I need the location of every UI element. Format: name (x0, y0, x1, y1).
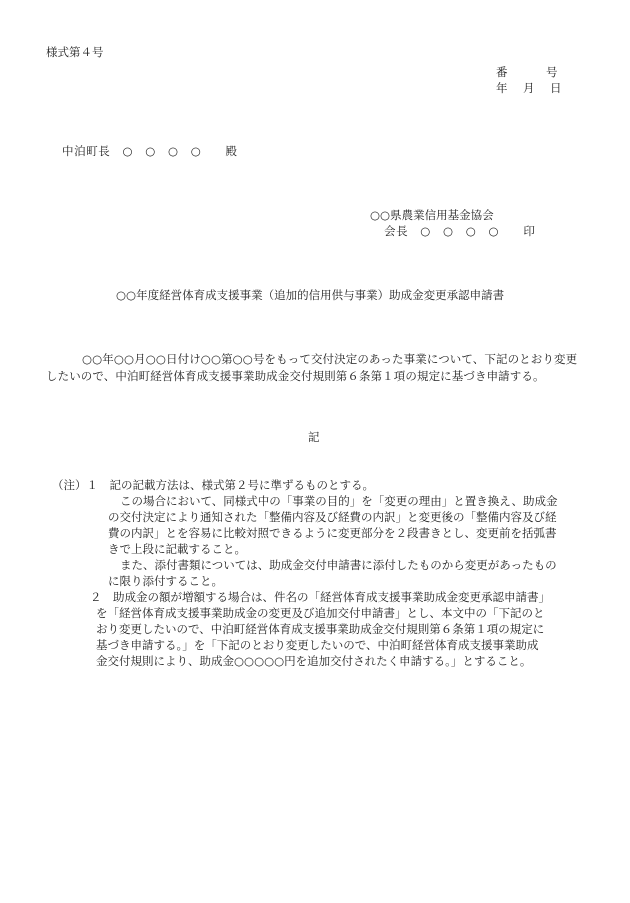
body-paragraph: ○○年○○月○○日付け○○第○○号をもって交付決定のあった事業について、下記のとおり変更したいので、中泊町経営体育成支援事業助成金交付規則第６条第１項の規定に基づき申請する。 (46, 352, 578, 383)
form-number: 様式第４号 (46, 45, 104, 59)
note-line: 金交付規則により、助成金○○○○○円を追加交付されたく申請する。」とすること。 (96, 654, 532, 668)
reference-number-label: 番 号 (496, 65, 559, 79)
note-line: きで上段に記載すること。 (108, 542, 246, 556)
note-line: を「経営体育成支援事業助成金の変更及び追加交付申請書」とし、本文中の「下記のと (96, 606, 545, 620)
addressee: 中泊町長 ○ ○ ○ ○ 殿 (62, 144, 238, 158)
note-line: この場合において、同様式中の「事業の目的」を「変更の理由」と置き換え、助成金 (120, 494, 558, 508)
sender-organization: ○○県農業信用基金協会 (370, 208, 494, 222)
document-title: ○○年度経営体育成支援事業（追加的信用供与事業）助成金変更承認申請書 (116, 288, 505, 302)
ki-heading: 記 (308, 430, 320, 444)
note-line: また、添付書類については、助成金交付申請書に添付したものから変更があったもの (120, 558, 557, 572)
note-line: （注）１ 記の記載方法は、様式第２号に準ずるものとする。 (52, 478, 374, 492)
date-label: 年 月 日 (496, 81, 564, 95)
sender-name: 会長 ○ ○ ○ ○ 印 (384, 224, 536, 238)
note-line: ２ 助成金の額が増額する場合は、件名の「経営体育成支援事業助成金変更承認申請書」 (90, 590, 550, 604)
note-line: 基づき申請する。」を「下記のとおり変更したいので、中泊町経営体育成支援事業助成 (96, 638, 539, 652)
note-line: おり変更したいので、中泊町経営体育成支援事業助成金交付規則第６条第１項の規定に (96, 622, 545, 636)
note-line: に限り添付すること。 (108, 574, 223, 588)
note-line: 費の内訳」とを容易に比較対照できるように変更部分を２段書きとし、変更前を括弧書 (108, 526, 557, 540)
note-line: の交付決定により通知された「整備内容及び経費の内訳」と変更後の「整備内容及び経 (108, 510, 557, 524)
